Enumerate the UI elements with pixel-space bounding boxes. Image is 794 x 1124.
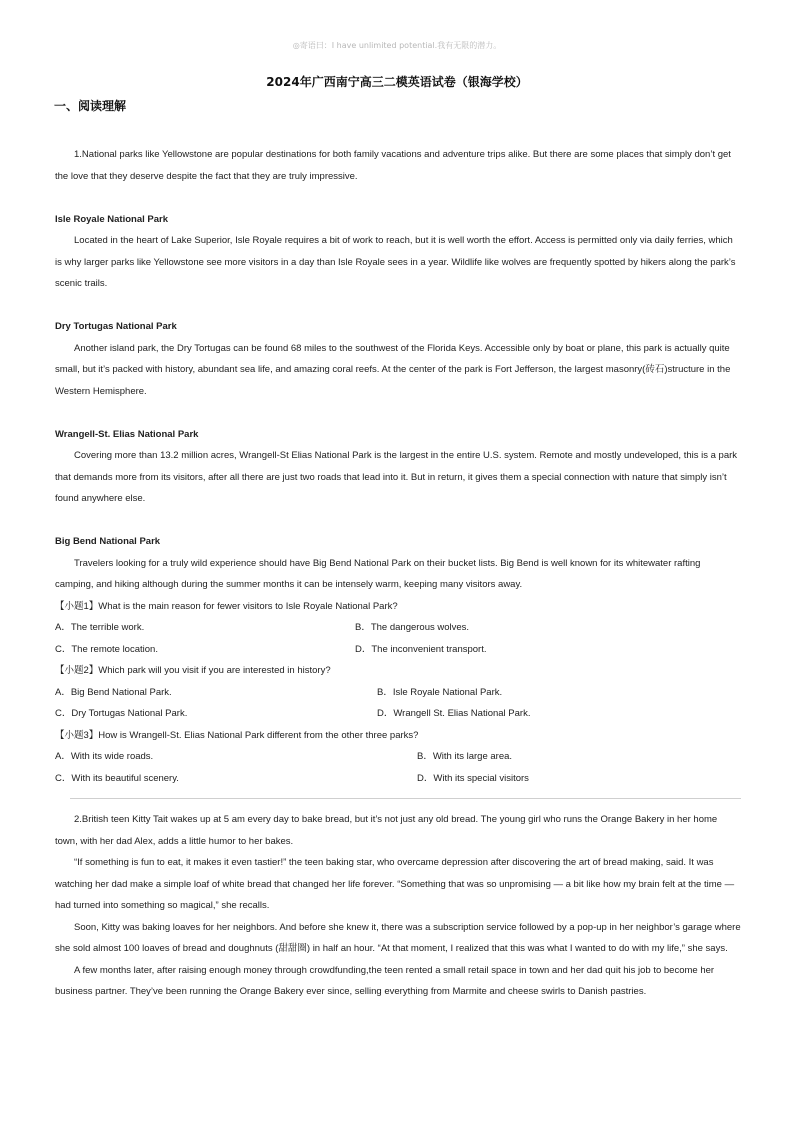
question-2-options-row-1 <box>55 682 741 704</box>
question-2-options-row-2 <box>55 703 741 725</box>
park-text-dry-tortugas: Another island park, the Dry Tortugas can be found 68 miles to the southwest of the Florida Keys. Accessible only by boat or plane, this park is actually quite small, but it’s packed with history, abundant sea life, and amazing coral reefs. At the center of the park is Fort Jefferson, the largest masonry(砖石)structure in the Western Hemisphere. <box>55 342 731 397</box>
park-text-big-bend: Travelers looking for a truly wild experience should have Big Bend National Park on their bucket lists. Big Bend is well known for its whitewater rafting camping, and hiking although during the summer months it can be intensely warm, keeping many visitors away. <box>55 557 701 590</box>
question-3-stem: 【小题3】How is Wrangell-St. Elias National Park different from the other three parks? <box>55 729 419 741</box>
passage2-paragraph: “If something is fun to eat, it makes it even tastier!” the teen baking star, who overcame depression after discovering the art of bread making, said. It was watching her dad make a simple loaf of white bread that changed her life forever. “Something that was so unpromising — a bit like how my brain felt at the time — had turned into something so magical,” she recalls. <box>55 857 735 911</box>
watermark: ◎寄语曰：I have unlimited potential.我有无限的潜力。 <box>292 41 502 50</box>
option-c[interactable]: C．With its beautiful scenery. <box>55 772 179 784</box>
option-d[interactable]: D．The inconvenient transport. <box>355 643 487 655</box>
option-c[interactable]: C．The remote location. <box>55 643 158 655</box>
question-2-stem: 【小题2】Which park will you visit if you are interested in history? <box>55 665 331 676</box>
question-3-options-row-1 <box>55 746 741 768</box>
passage2-paragraph: 2.British teen Kitty Tait wakes up at 5 am every day to bake bread, but it’s not just any old bread. The young girl who runs the Orange Bakery in her home town, with her dad Alex, adds a little humor to her bakes. <box>55 814 718 847</box>
question-1-options-row-2 <box>55 639 741 661</box>
page-title: 2024年广西南宁高三二模英语试卷（银海学校） <box>266 75 528 89</box>
question-1-stem: 【小题1】What is the main reason for fewer visitors to Isle Royale National Park? <box>55 600 398 612</box>
question-1-options-row-1 <box>55 617 741 639</box>
park-heading-isle-royale: Isle Royale National Park <box>55 213 168 225</box>
park-heading-wrangell: Wrangell-St. Elias National Park <box>55 428 199 440</box>
passage2-paragraph: A few months later, after raising enough money through crowdfunding,the teen rented a small retail space in town and her dad quit his job to become her business partner. They’ve been running the Orange Bakery ever since, selling everything from Marmite and cheese swirls to Danish pastries. <box>55 964 715 997</box>
option-a[interactable]: A．Big Bend National Park. <box>55 686 172 698</box>
park-heading-dry-tortugas: Dry Tortugas National Park <box>55 321 177 332</box>
passage2-paragraph: Soon, Kitty was baking loaves for her neighbors. And before she knew it, there was a subscription service followed by a pop-up in her neighbor’s garage where she sold almost 100 loaves of bread and doughnuts (甜甜圈) in half an hour. “At that moment, I realized that this was what I wanted to do with my life,” she says. <box>55 921 741 954</box>
question-3-options-row-2 <box>55 768 741 790</box>
option-b[interactable]: B．Isle Royale National Park. <box>377 686 503 698</box>
option-a[interactable]: A．The terrible work. <box>55 622 145 633</box>
section-heading: 一、阅读理解 <box>54 99 127 113</box>
passage1-intro: 1.National parks like Yellowstone are popular destinations for both family vacations and adventure trips alike. But there are some places that simply don’t get the love that they deserve despite the fact that they are truly impressive. <box>55 149 731 182</box>
park-heading-big-bend: Big Bend National Park <box>55 536 161 547</box>
option-b[interactable]: B．With its large area. <box>417 751 513 762</box>
question-divider <box>70 798 741 799</box>
option-d[interactable]: D．With its special visitors <box>417 772 529 784</box>
park-text-isle-royale: Located in the heart of Lake Superior, Isle Royale requires a bit of work to reach, but it is well worth the effort. Access is permitted only via daily ferries, which is why larger parks like Yellowstone see more visitors in a day than Isle Royale sees in a year. Wildlife like wolves are frequently spotted by hikers along the park’s scenic trails. <box>55 235 736 289</box>
option-d[interactable]: D．Wrangell St. Elias National Park. <box>377 708 531 719</box>
park-text-wrangell: Covering more than 13.2 million acres, Wrangell-St Elias National Park is the largest in the entire U.S. system. Remote and mostly undeveloped, this is a park that demands more from its visitors, after all there are just two roads that lead into it. But in return, it gives them a special connection with nature that simply isn’t found anywhere else. <box>55 450 738 504</box>
option-b[interactable]: B．The dangerous wolves. <box>355 622 470 633</box>
option-a[interactable]: A．With its wide roads. <box>55 751 154 762</box>
option-c[interactable]: C．Dry Tortugas National Park. <box>55 708 188 719</box>
exam-content <box>55 144 741 1003</box>
